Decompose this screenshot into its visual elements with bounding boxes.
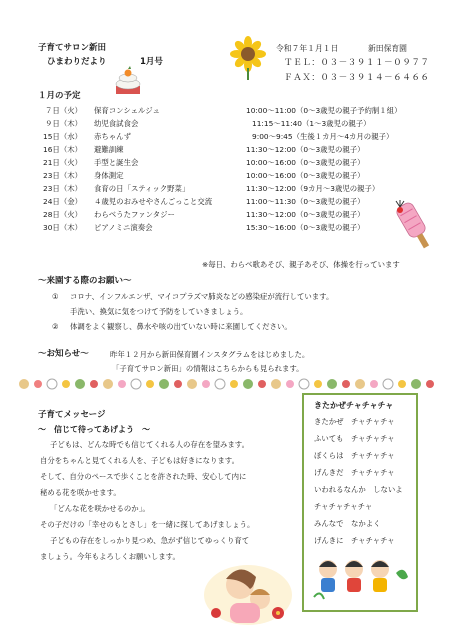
schedule-note: ※毎日、わらべ歌あそび、親子あそび、体操を行っています: [202, 260, 400, 269]
children-running-illustration: [308, 553, 412, 605]
message-line: 「どんな花を咲かせるのか」。: [50, 504, 150, 513]
visit-item1-cont: 手洗い、換気に気をつけて予防をしていきましょう。: [70, 307, 248, 316]
message-title: 子育てメッセージ: [38, 410, 106, 420]
schedule-row: [38, 196, 438, 208]
row-date: 15日（水）: [43, 132, 82, 141]
row-event: 幼児食試食会: [94, 119, 139, 128]
row-time: 10:00～16:00（0～3歳児の親子）: [246, 171, 365, 180]
issue-date: 令和７年１月１日: [276, 44, 339, 53]
poem-line: げんきに チャチャチャ: [314, 536, 395, 545]
row-event: ピアノミニ演奏会: [94, 223, 153, 232]
hagoita-icon: [392, 198, 438, 256]
row-event: 食育の日「スティック野菜」: [94, 184, 190, 193]
salon-name: 子育てサロン新田: [38, 43, 107, 53]
row-time: 15:30～16:00（0～3歳児の親子）: [246, 223, 365, 232]
newsletter-title: ひまわりだより: [47, 57, 107, 67]
row-date: 28日（火）: [43, 210, 82, 219]
row-time: 10:00～11:00（0～3歳児の親子予約制１組）: [246, 106, 402, 115]
fax-number: ＦＡＸ：０３－３９１４－６４６６: [284, 73, 430, 83]
poem-line: ぼくらは チャチャチャ: [314, 451, 395, 460]
row-event: 避難訓練: [94, 145, 124, 154]
message-line: 自分をちゃんと見てくれる人を、子どもは好きになります。: [40, 456, 239, 465]
visit-item2-mark: ②: [52, 322, 59, 331]
schedule-table: [0, 105, 450, 235]
tel-number: ＴＥＬ：０３－３９１１－０９７７: [284, 58, 430, 68]
row-time: 11:30～12:00（0～3歳児の親子）: [246, 210, 365, 219]
mother-child-illustration: [200, 555, 295, 627]
schedule-row: [38, 222, 438, 234]
message-line: そして、自分のペースで歩くことを許された時、安心して内に: [40, 472, 247, 481]
message-line: 子どもの存在をしっかり見つめ、急がず信じてゆっくり育て: [50, 536, 250, 545]
row-date: 21日（火）: [43, 158, 82, 167]
message-line: 秘める花を咲かせます。: [40, 488, 121, 497]
row-event: 身体測定: [94, 171, 124, 180]
visit-title: ～来園する際のお願い～: [38, 276, 132, 286]
poem-line: きたかぜ チャチャチャ: [314, 417, 395, 426]
row-time: 10:00～16:00（0～3歳児の親子）: [246, 158, 365, 167]
message-subtitle: ～ 信じて待ってあげよう ～: [38, 425, 150, 434]
row-date: 24日（金）: [43, 197, 82, 206]
poem-line: げんきだ チャチャチャ: [314, 468, 395, 477]
row-date: 30日（木）: [43, 223, 82, 232]
message-line: 子どもは、どんな時でも信じてくれる人の存在を望みます。: [50, 440, 249, 449]
row-date: ７日（火）: [45, 106, 82, 115]
row-event: 手型と誕生会: [94, 158, 139, 167]
row-time: 11:30～12:00（9カ月～3歳児の親子）: [246, 184, 380, 193]
row-time: 11:30～12:00（0～3歳児の親子）: [246, 145, 365, 154]
schedule-title: １月の予定: [38, 91, 81, 101]
row-event: 赤ちゃんず: [94, 132, 131, 141]
poem-line: いわれるなんか しないよ: [314, 485, 403, 494]
row-date: ９日（木）: [45, 119, 82, 128]
row-time: 11:00～11:30（0～3歳児の親子）: [246, 197, 365, 206]
message-line: その子だけの「幸せのもとさし」を一緒に探してあげましょう。: [40, 520, 255, 529]
schedule-row: [38, 144, 438, 156]
poem-line: みんなで なかよく: [314, 519, 381, 528]
row-time: 9:00～9:45（生後１カ月～4カ月の親子）: [252, 132, 394, 141]
row-time: 11:15～11:40（1～3歳児の親子）: [252, 119, 371, 128]
sunflower-icon: [228, 36, 268, 80]
schedule-row: [38, 183, 438, 195]
schedule-row: [38, 209, 438, 221]
schedule-row: [38, 131, 438, 143]
row-date: 16日（木）: [43, 145, 82, 154]
org-name: 新田保育園: [368, 44, 407, 53]
row-event: 保育コンシェルジュ: [94, 106, 160, 115]
schedule-row: [38, 105, 438, 117]
notice-title: ～お知らせ～: [38, 349, 89, 359]
row-date: 23日（木）: [43, 171, 82, 180]
issue-month: 1月号: [140, 57, 163, 67]
row-date: 23日（木）: [43, 184, 82, 193]
kagami-mochi-icon: [110, 66, 146, 96]
schedule-row: [38, 118, 438, 130]
poem-title: きたかぜチャチャチャ: [314, 401, 394, 410]
poem-box: [302, 393, 418, 612]
message-line: ましょう。今年もよろしくお願いします。: [40, 552, 180, 561]
visit-item2: 体調をよく観察し、鼻水や咳の出ていない時に来園してください。: [70, 322, 292, 331]
poem-line: ふいても チャチャチャ: [314, 434, 395, 443]
visit-item1-mark: ①: [52, 292, 59, 301]
notice-line2: 「子育てサロン新田」の情報はこちらからも見られます。: [112, 364, 304, 373]
poem-line: チャチャチャチャ: [314, 502, 373, 511]
schedule-row: [38, 157, 438, 169]
row-event: わらべうたファンタジー: [94, 210, 175, 219]
schedule-row: [38, 170, 438, 182]
decoration-icons: [16, 376, 436, 392]
visit-item1: コロナ、インフルエンザ、マイコプラズマ肺炎などの感染症が流行しています。: [70, 292, 334, 301]
row-event: ４歳児のおみせやさんごっこと交流: [94, 197, 213, 206]
notice-line1: 昨年１２月から新田保育園インスタグラムをはじめました。: [110, 350, 310, 359]
